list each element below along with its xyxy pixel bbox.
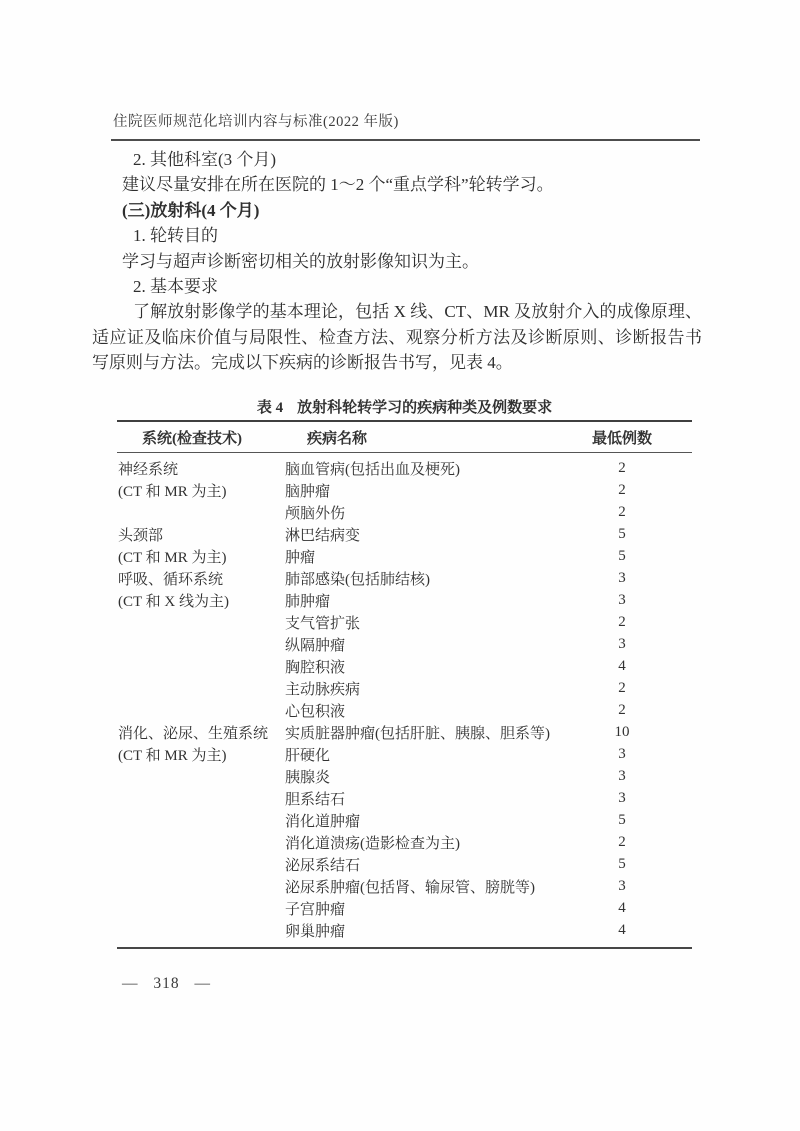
cell-disease: 肺肿瘤 (285, 593, 331, 610)
cell-disease: 胰腺炎 (285, 769, 331, 786)
cell-system: 呼吸、循环系统 (118, 571, 224, 588)
paragraph-rotation-suggestion: 建议尽量安排在所在医院的 1～2 个“重点学科”轮转学习。 (122, 175, 554, 195)
cell-min-cases: 3 (618, 569, 626, 586)
column-header-system: 系统(检查技术) (142, 430, 242, 447)
table-row (117, 721, 692, 743)
table-row (117, 765, 692, 787)
cell-min-cases: 5 (618, 525, 626, 542)
cell-system: (CT 和 MR 为主) (118, 549, 227, 566)
table-row (117, 479, 692, 501)
cell-disease: 纵隔肿瘤 (285, 637, 346, 654)
cell-system: (CT 和 MR 为主) (118, 483, 227, 500)
page-number: — 318 — (122, 975, 211, 992)
table-row (117, 589, 692, 611)
cell-min-cases: 3 (618, 635, 626, 652)
table-row (117, 853, 692, 875)
cell-disease: 淋巴结病变 (285, 527, 361, 544)
table-row (117, 875, 692, 897)
paragraph-purpose: 学习与超声诊断密切相关的放射影像知识为主。 (122, 251, 479, 271)
cell-min-cases: 2 (618, 613, 626, 630)
section-heading-radiology: (三)放射科(4 个月) (122, 200, 260, 220)
cell-disease: 泌尿系结石 (285, 857, 361, 874)
cell-min-cases: 3 (618, 745, 626, 762)
cell-disease: 肺部感染(包括肺结核) (285, 571, 430, 588)
cell-system: 神经系统 (118, 461, 179, 478)
cell-min-cases: 10 (614, 723, 630, 740)
cell-min-cases: 5 (618, 547, 626, 564)
cell-system: (CT 和 X 线为主) (118, 593, 229, 610)
cell-min-cases: 3 (618, 591, 626, 608)
cell-disease: 子宫肿瘤 (285, 901, 346, 918)
table-row (117, 787, 692, 809)
cell-min-cases: 5 (618, 855, 626, 872)
cell-min-cases: 3 (618, 789, 626, 806)
table-row (117, 457, 692, 479)
table-row (117, 809, 692, 831)
paragraph-requirements: 了解放射影像学的基本理论，包括 X 线、CT、MR 及放射介入的成像原理、适应证及临床价值与局限性、检查方法、观察分析方法及诊断原则、诊断报告书写原则与方法。完成以下疾病的诊断报告书写，见表 4。 (92, 302, 702, 373)
table-body (117, 453, 692, 947)
table-row (117, 897, 692, 919)
table-row (117, 611, 692, 633)
table-row (117, 567, 692, 589)
cell-min-cases: 3 (618, 877, 626, 894)
column-header-disease: 疾病名称 (307, 430, 368, 447)
table-row (117, 831, 692, 853)
cell-system: 消化、泌尿、生殖系统 (118, 725, 269, 742)
cell-disease: 主动脉疾病 (285, 681, 361, 698)
table-row (117, 545, 692, 567)
table-caption-label: 表 4 (256, 400, 284, 416)
header-rule (111, 139, 700, 141)
cell-disease: 脑肿瘤 (285, 483, 331, 500)
cell-disease: 胸腔积液 (285, 659, 346, 676)
cell-disease: 消化道肿瘤 (285, 813, 361, 830)
body-text (92, 147, 702, 376)
cell-disease: 颅脑外伤 (285, 505, 346, 522)
table-caption (117, 396, 692, 417)
disease-requirements-table (117, 420, 692, 949)
cell-min-cases: 2 (618, 679, 626, 696)
cell-min-cases: 3 (618, 767, 626, 784)
list-item-other-departments: 2. 其他科室(3 个月) (133, 150, 277, 169)
cell-min-cases: 5 (618, 811, 626, 828)
cell-min-cases: 2 (618, 459, 626, 476)
cell-system: 头颈部 (118, 527, 164, 544)
table-row (117, 633, 692, 655)
cell-disease: 泌尿系肿瘤(包括肾、输尿管、膀胱等) (285, 879, 535, 896)
table-row (117, 501, 692, 523)
cell-disease: 实质脏器肿瘤(包括肝脏、胰腺、胆系等) (285, 725, 550, 742)
cell-min-cases: 2 (618, 833, 626, 850)
table-row (117, 677, 692, 699)
cell-system: (CT 和 MR 为主) (118, 747, 227, 764)
cell-disease: 心包积液 (285, 703, 346, 720)
table-row (117, 655, 692, 677)
list-item-basic-requirements: 2. 基本要求 (133, 277, 218, 297)
cell-disease: 肿瘤 (285, 549, 316, 566)
cell-min-cases: 2 (618, 481, 626, 498)
cell-disease: 肝硬化 (285, 747, 331, 764)
table-row (117, 523, 692, 545)
cell-min-cases: 2 (618, 701, 626, 718)
cell-disease: 卵巢肿瘤 (285, 923, 346, 940)
cell-disease: 支气管扩张 (285, 615, 361, 632)
table-row (117, 743, 692, 765)
table-row (117, 919, 692, 941)
table-header-row (117, 422, 692, 453)
cell-min-cases: 2 (618, 503, 626, 520)
table-caption-title: 放射科轮转学习的疾病种类及例数要求 (297, 400, 553, 416)
list-item-rotation-purpose: 1. 轮转目的 (133, 226, 218, 246)
cell-min-cases: 4 (618, 657, 626, 674)
cell-disease: 胆系结石 (285, 791, 346, 808)
table-row (117, 699, 692, 721)
cell-disease: 消化道溃疡(造影检查为主) (285, 835, 460, 852)
running-header: 住院医师规范化培训内容与标准(2022 年版) (113, 114, 399, 130)
column-header-min-cases: 最低例数 (591, 430, 652, 447)
cell-disease: 脑血管病(包括出血及梗死) (285, 461, 460, 478)
cell-min-cases: 4 (618, 921, 626, 938)
cell-min-cases: 4 (618, 899, 626, 916)
